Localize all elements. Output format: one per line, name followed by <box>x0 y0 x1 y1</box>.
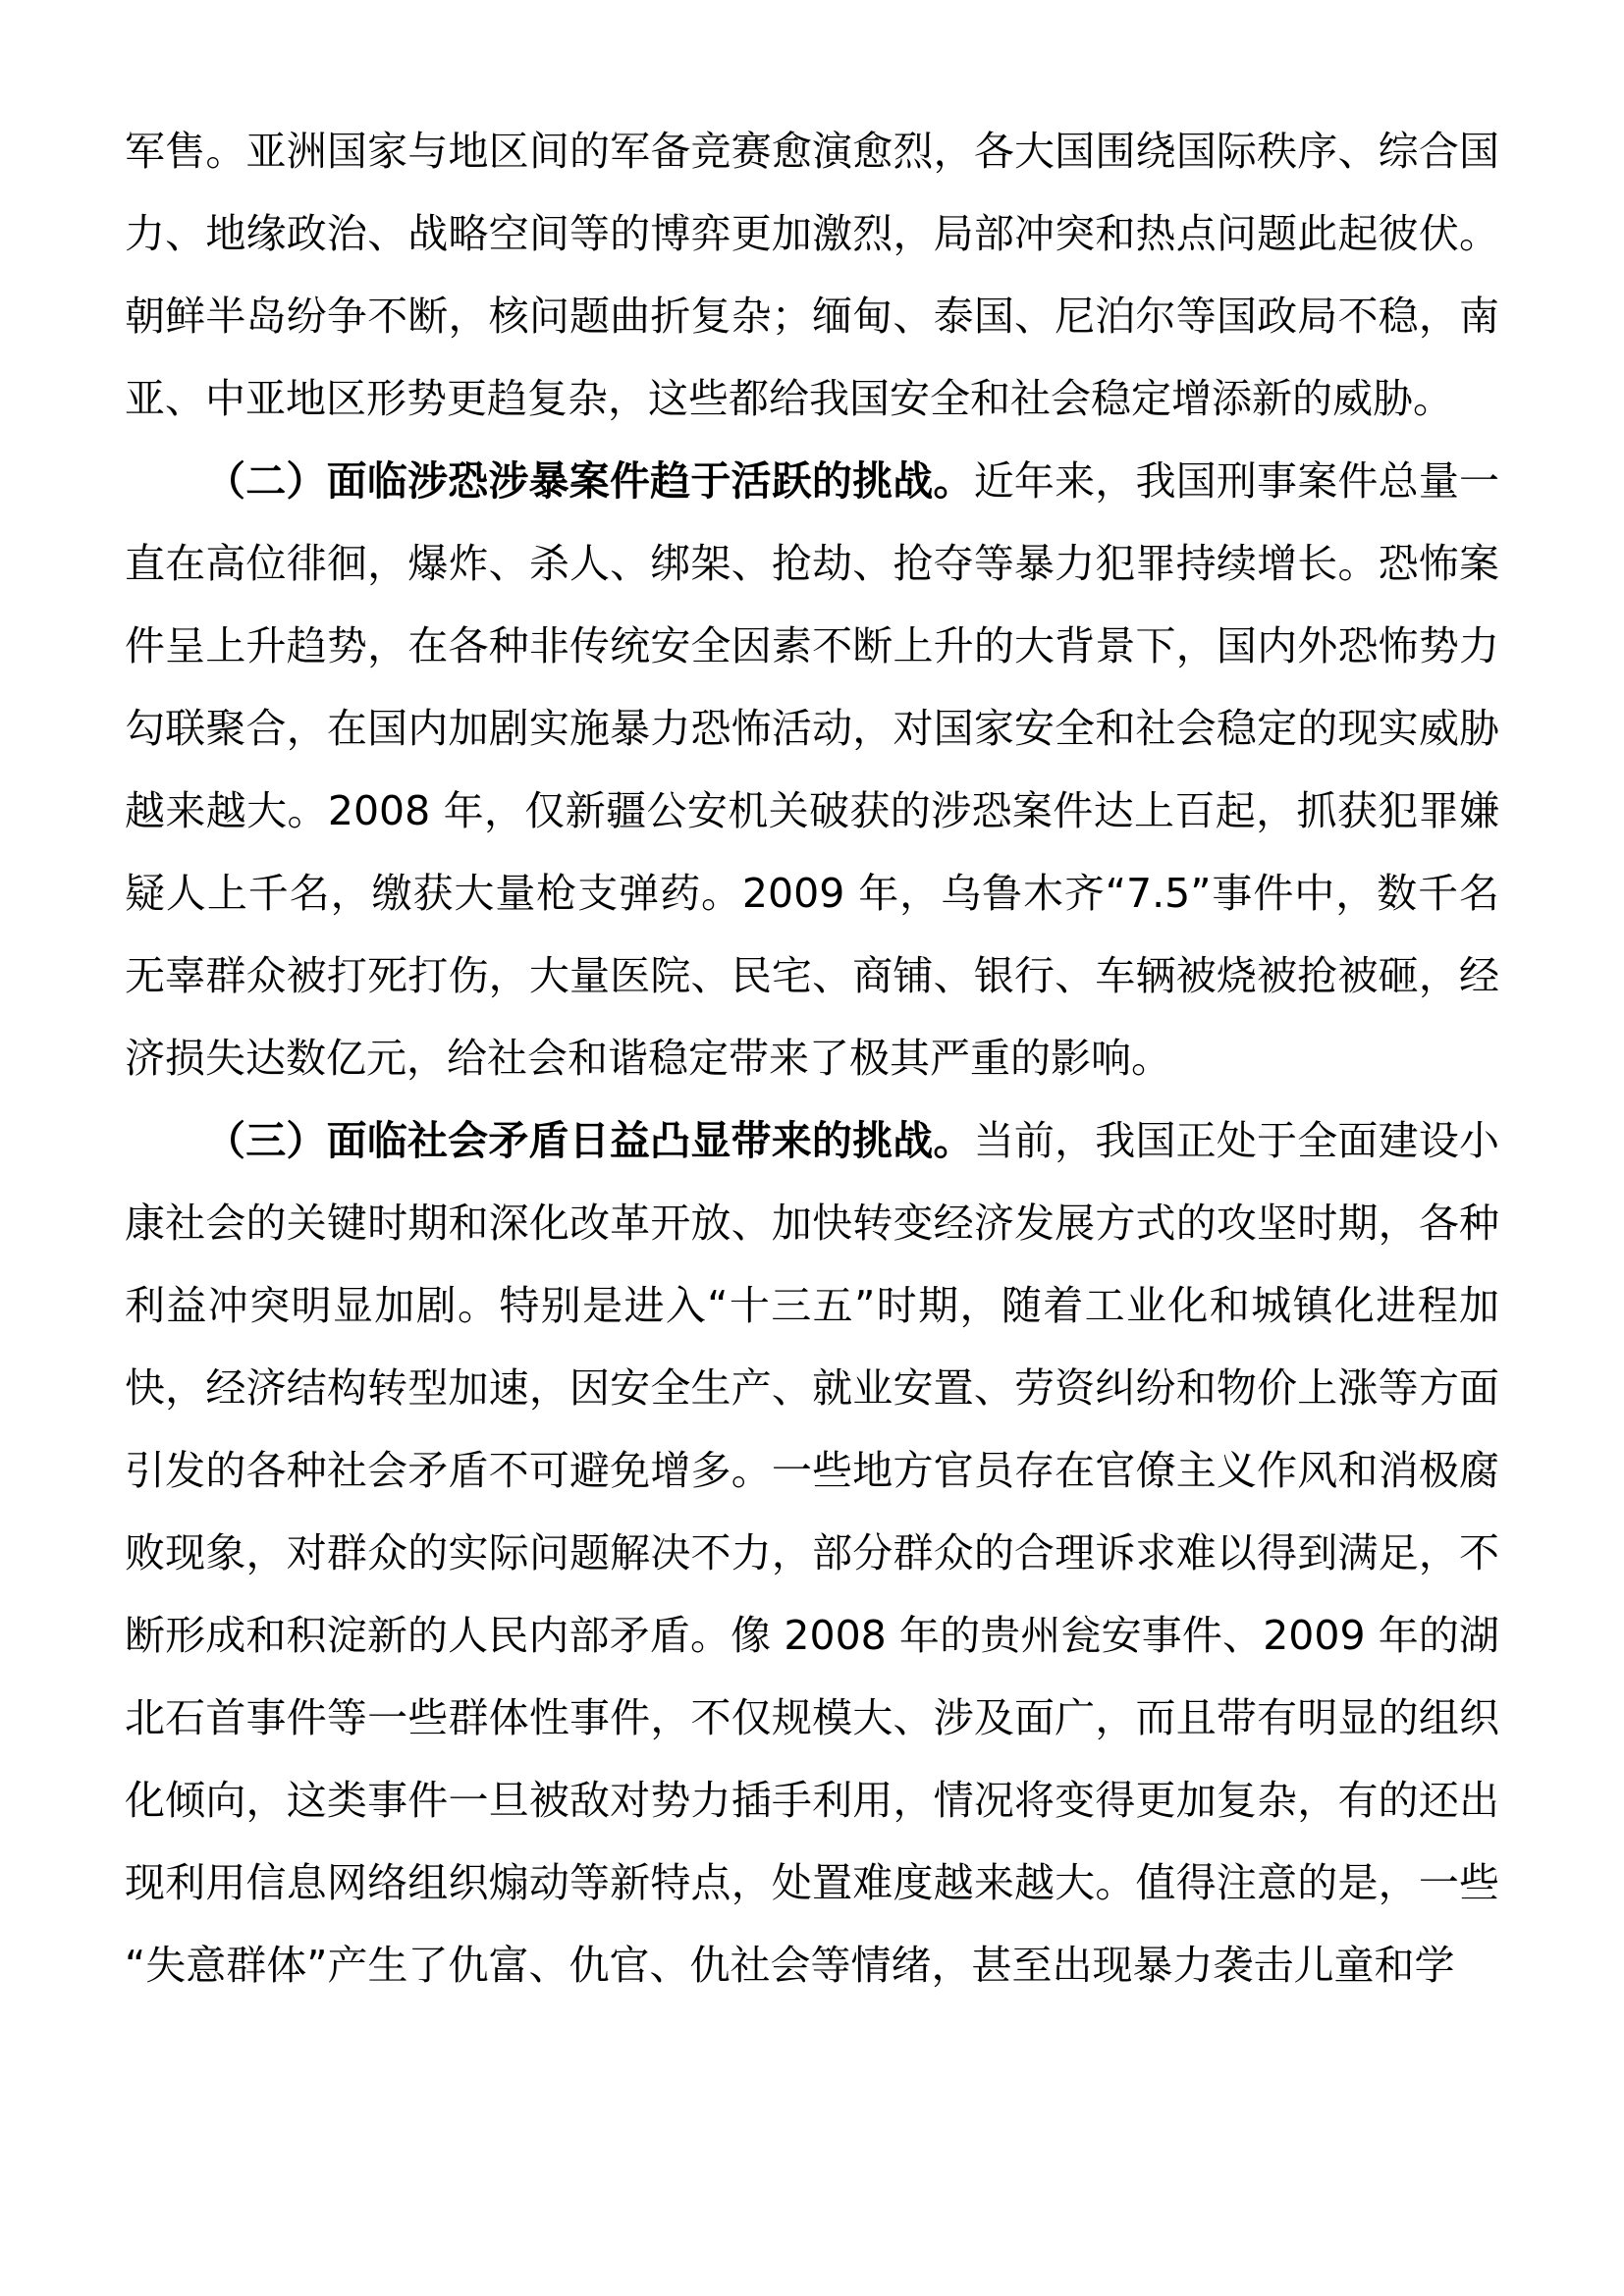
paragraph-continuation <box>125 110 1499 440</box>
paragraph-text: 当前，我国正处于全面建设小康社会的关键时期和深化改革开放、加快转变经济发展方式的攻坚时期，各种利益冲突明显加剧。特别是进入“十三五”时期，随着工业化和城镇化进程加快，经济结构转型加速，因安全生产、就业安置、劳资纠纷和物价上涨等方面引发的各种社会矛盾不可避免增多。一些地方官员存在官僚主义作风和消极腐败现象，对群众的实际问题解决不力，部分群众的合理诉求难以得到满足，不断形成和积淀新的人民内部矛盾。像 2008 年的贵州瓮安事件、2009 年的湖北石首事件等一些群体性事件，不仅规模大、涉及面广，而且带有明显的组织化倾向，这类事件一旦被敌对势力插手利用，情况将变得更加复杂，有的还出现利用信息网络组织煽动等新特点，处置难度越来越大。值得注意的是，一些“失意群体”产生了仇富、仇官、仇社会等情绪，甚至出现暴力袭击儿童和学 <box>125 1117 1500 1989</box>
paragraph-text: 军售。亚洲国家与地区间的军备竞赛愈演愈烈，各大国围绕国际秩序、综合国力、地缘政治、战略空间等的博弈更加激烈，局部冲突和热点问题此起彼伏。朝鲜半岛纷争不断，核问题曲折复杂；缅甸、泰国、尼泊尔等国政局不稳，南亚、中亚地区形势更趋复杂，这些都给我国安全和社会稳定增添新的威胁。 <box>125 128 1499 422</box>
paragraph-text: 近年来，我国刑事案件总量一直在高位徘徊，爆炸、杀人、绑架、抢劫、抢夺等暴力犯罪持续增长。恐怖案件呈上升趋势，在各种非传统安全因素不断上升的大背景下，国内外恐怖势力勾联聚合，在国内加剧实施暴力恐怖活动，对国家安全和社会稳定的现实威胁越来越大。2008 年，仅新疆公安机关破获的涉恐案件达上百起，抓获犯罪嫌疑人上千名，缴获大量枪支弹药。2009 年，乌鲁木齐“7.5”事件中，数千名无辜群众被打死打伤，大量医院、民宅、商铺、银行、车辆被烧被抢被砸，经济损失达数亿元，给社会和谐稳定带来了极其严重的影响。 <box>125 457 1500 1082</box>
section-heading-three: （三）面临社会矛盾日益凸显带来的挑战。 <box>205 1117 974 1164</box>
paragraph-section-three <box>125 1099 1499 2006</box>
section-heading-two: （二）面临涉恐涉暴案件趋于活跃的挑战。 <box>205 457 974 505</box>
document-text-body <box>125 110 1499 2006</box>
paragraph-section-two <box>125 440 1499 1099</box>
